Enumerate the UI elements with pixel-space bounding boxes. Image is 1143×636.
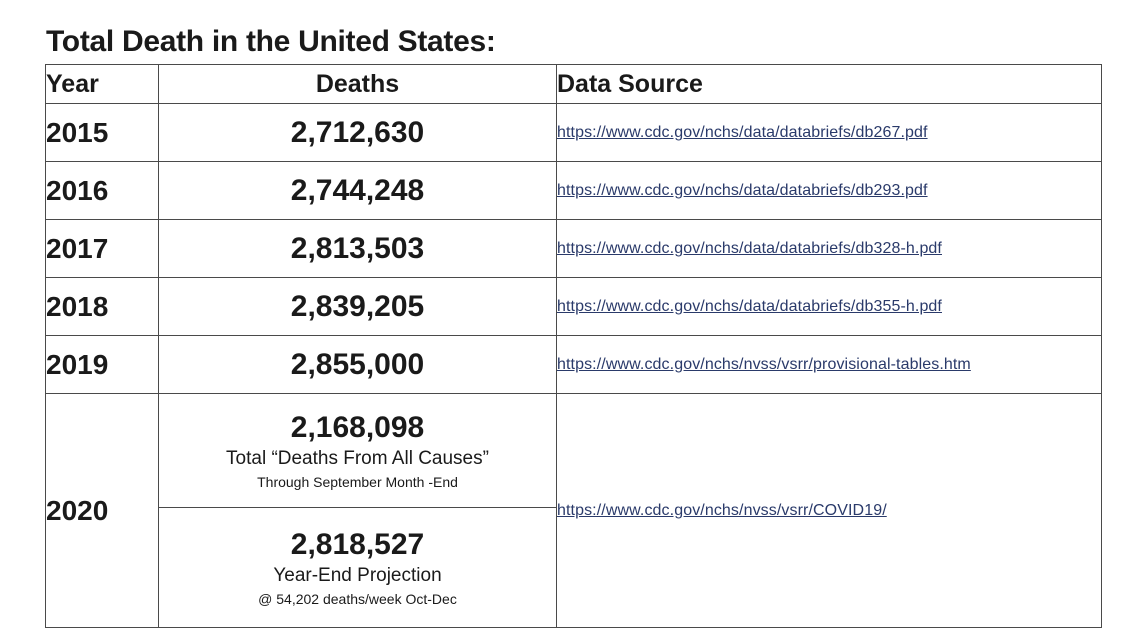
table-row <box>46 162 1102 220</box>
deaths-cell: 2,744,248 <box>159 162 557 220</box>
projection-note: @ 54,202 deaths/week Oct-Dec <box>258 590 457 607</box>
projection-value: 2,818,527 <box>290 527 425 561</box>
deaths-cell: 2,839,205 <box>159 278 557 336</box>
source-link[interactable]: https://www.cdc.gov/nchs/data/databriefs/db267.pdf <box>557 123 928 141</box>
year-cell-2020: 2020 <box>46 394 159 628</box>
year-cell: 2019 <box>46 336 159 394</box>
table-row <box>46 220 1102 278</box>
year-cell: 2018 <box>46 278 159 336</box>
deaths-cell-2020-projection <box>159 508 557 628</box>
deaths-table <box>45 64 1102 628</box>
page-title: Total Death in the United States: <box>46 25 496 58</box>
total-deaths-note: Through September Month -End <box>257 473 458 490</box>
source-link[interactable]: https://www.cdc.gov/nchs/data/databriefs/db293.pdf <box>557 181 928 199</box>
column-header-deaths: Deaths <box>159 65 557 104</box>
source-cell <box>557 220 1102 278</box>
table-row <box>46 104 1102 162</box>
table-header-row <box>46 65 1102 104</box>
source-link[interactable]: https://www.cdc.gov/nchs/data/databriefs/db328-h.pdf <box>557 239 942 257</box>
source-link[interactable]: https://www.cdc.gov/nchs/nvss/vsrr/COVID19/ <box>557 501 887 519</box>
deaths-cell-2020-total <box>159 394 557 508</box>
source-cell <box>557 336 1102 394</box>
total-deaths-value: 2,168,098 <box>290 410 425 444</box>
year-cell: 2017 <box>46 220 159 278</box>
column-header-year: Year <box>46 65 159 104</box>
column-header-data-source: Data Source <box>557 65 1102 104</box>
table-row <box>46 278 1102 336</box>
source-cell <box>557 104 1102 162</box>
deaths-cell: 2,712,630 <box>159 104 557 162</box>
table-row <box>46 336 1102 394</box>
source-cell-2020 <box>557 394 1102 628</box>
deaths-cell: 2,813,503 <box>159 220 557 278</box>
source-cell <box>557 162 1102 220</box>
projection-label: Year-End Projection <box>273 564 442 586</box>
year-cell: 2015 <box>46 104 159 162</box>
year-cell: 2016 <box>46 162 159 220</box>
source-cell <box>557 278 1102 336</box>
source-link[interactable]: https://www.cdc.gov/nchs/data/databriefs/db355-h.pdf <box>557 297 942 315</box>
source-link[interactable]: https://www.cdc.gov/nchs/nvss/vsrr/provisional-tables.htm <box>557 355 971 373</box>
total-deaths-label: Total “Deaths From All Causes” <box>226 447 489 469</box>
deaths-cell: 2,855,000 <box>159 336 557 394</box>
table-row-2020 <box>46 394 1102 508</box>
